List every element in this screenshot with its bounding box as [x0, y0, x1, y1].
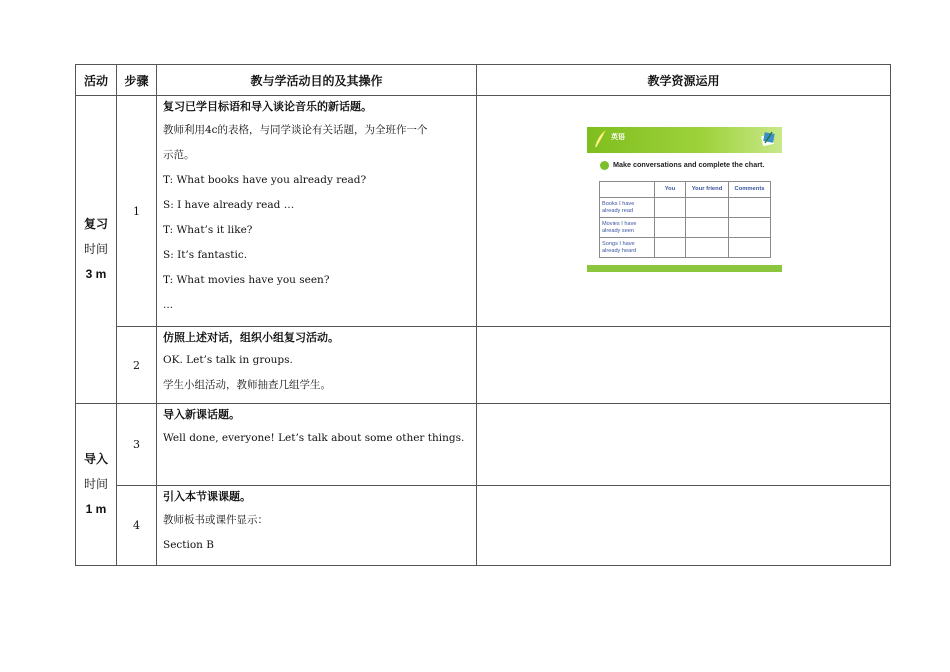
chart-cell [729, 238, 771, 258]
bullet-icon [600, 161, 609, 170]
step-number: 4 [117, 486, 157, 566]
chart-cell [686, 198, 729, 218]
chart-row-header: Songs I have already heard [600, 238, 655, 258]
resource-cell [477, 96, 891, 327]
chart-cell [655, 198, 686, 218]
chart-cell [655, 218, 686, 238]
leaf-logo-icon [593, 129, 607, 149]
step-line: T: What movies have you seen? [163, 274, 330, 286]
chart-column-header: You [655, 182, 686, 198]
resource-cell [477, 486, 891, 566]
chart-row-header: Movies I have already seen [600, 218, 655, 238]
time-label: 时间 [83, 242, 108, 256]
chart-cell [655, 238, 686, 258]
chart-cell [686, 238, 729, 258]
slide-logo-text: 英语 [611, 134, 625, 141]
lesson-plan-table [75, 64, 891, 566]
step-line: 教师利用4c的表格，与同学谈论有关话题，为全班作一个 [163, 124, 428, 136]
table-row [76, 96, 891, 327]
step-line: T: What’s it like? [163, 224, 253, 236]
activity-duration: 3 m [85, 267, 107, 281]
step-line: S: It’s fantastic. [163, 249, 248, 261]
slide-heading: Make conversations and complete the chart. [613, 160, 765, 169]
activity-review-cell [76, 96, 117, 404]
step-line: ... [163, 299, 174, 311]
activity-duration: 1 m [85, 502, 107, 516]
step-title: 导入新课话题。 [163, 409, 240, 421]
chart-cell [686, 218, 729, 238]
table-row [76, 486, 891, 566]
paper-stack-icon [760, 129, 776, 149]
activity-leadin-cell [76, 404, 117, 566]
resource-cell [477, 404, 891, 486]
step-title: 复习已学目标语和导入谈论音乐的新话题。 [163, 101, 372, 113]
step-title: 仿照上述对话，组织小组复习活动。 [163, 332, 339, 344]
step-line: S: I have already read … [163, 199, 295, 211]
table-row [76, 404, 891, 486]
step-number: 3 [117, 404, 157, 486]
chart-column-header: Your friend [686, 182, 729, 198]
step-content [157, 486, 477, 566]
activity-name: 导入 [83, 452, 108, 466]
chart-row-header: Books I have already read [600, 198, 655, 218]
chart-cell [729, 218, 771, 238]
header-row [76, 65, 891, 96]
step-line: OK. Let’s talk in groups. [163, 354, 293, 366]
step-content [157, 96, 477, 327]
activity-name: 复习 [83, 217, 108, 231]
step-line: 教师板书或课件显示： [163, 514, 268, 526]
chart-corner [600, 182, 655, 198]
step-content [157, 327, 477, 404]
step-line: T: What books have you already read? [163, 174, 367, 186]
chart-cell [729, 198, 771, 218]
header-activity: 活动 [76, 65, 117, 96]
slide-footer-band [587, 265, 782, 272]
chart-column-header: Comments [729, 182, 771, 198]
header-resources: 教学资源运用 [477, 65, 891, 96]
step-number: 1 [117, 96, 157, 327]
resource-cell [477, 327, 891, 404]
step-line: Well done, everyone! Let’s talk about some other things. [163, 432, 465, 444]
header-purpose: 教与学活动目的及其操作 [157, 65, 477, 96]
step-number: 2 [117, 327, 157, 404]
slide-chart [599, 181, 771, 258]
table-row [76, 327, 891, 404]
header-step: 步骤 [117, 65, 157, 96]
step-title: 引入本节课课题。 [163, 491, 251, 503]
time-label: 时间 [83, 477, 108, 491]
step-line: 示范。 [163, 149, 195, 161]
courseware-slide-image [587, 127, 782, 272]
step-content [157, 404, 477, 486]
step-line: 学生小组活动，教师抽查几组学生。 [163, 379, 331, 391]
step-line: Section B [163, 539, 215, 551]
